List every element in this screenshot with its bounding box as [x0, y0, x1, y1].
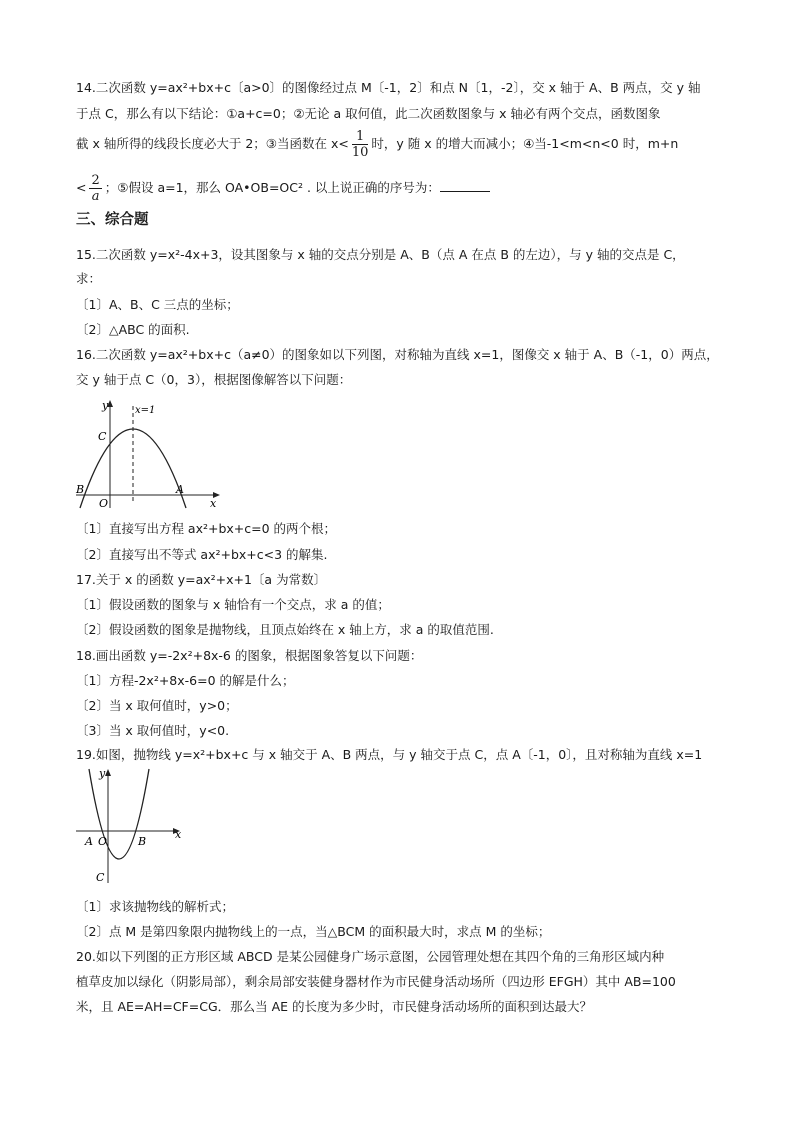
x-axis-label: x [210, 497, 217, 510]
q16-line-2: 交 y 轴于点 C（0，3），根据图像解答以下问题： [76, 372, 352, 387]
q16-parabola-graph [74, 396, 224, 512]
point-b-label: B [76, 483, 85, 496]
point-a-label: A [85, 835, 93, 848]
section-title: 三、综合题 [76, 212, 149, 228]
q14-line-4-text-a: < [76, 180, 87, 195]
q15-part-1: 〔1〕A、B、C 三点的坐标； [76, 297, 239, 312]
fraction-numerator: 1 [352, 130, 369, 145]
origin-label: O [98, 835, 108, 848]
fraction-1-over-10 [352, 130, 369, 159]
origin-label: O [99, 497, 109, 510]
point-b-label: B [138, 835, 147, 848]
q17-part-2: 〔2〕假设函数的图象是抛物线，且顶点始终在 x 轴上方，求 a 的取值范围. [76, 622, 494, 637]
q14-line-1: 14.二次函数 y=ax²+bx+c〔a>0〕的图像经过点 M〔-1，2〕和点 N〔1，-2〕，交 x 轴于 A、B 两点，交 y 轴 [76, 80, 701, 95]
q14-line-3 [76, 130, 678, 159]
q20-line-2: 植草皮加以绿化（阴影局部），剩余局部安装健身器材作为市民健身活动场所（四边形 EFGH）其中 AB=100 [76, 974, 676, 989]
q17-line-1: 17.关于 x 的函数 y=ax²+x+1〔a 为常数〕 [76, 572, 327, 587]
q20-line-1: 20.如以下列图的正方形区域 ABCD 是某公园健身广场示意图，公园管理处想在其四个角的三角形区域内种 [76, 949, 665, 964]
q16-line-1: 16.二次函数 y=ax²+bx+c（a≠0）的图象如以下列图，对称轴为直线 x=1，图像交 x 轴于 A、B（-1，0）两点， [76, 347, 719, 362]
x-axis-label: x [175, 828, 182, 841]
fraction-denominator: a [91, 189, 100, 204]
q15-part-2: 〔2〕△ABC 的面积. [76, 322, 190, 337]
point-a-label: A [176, 483, 184, 496]
fraction-denominator: 10 [351, 145, 369, 160]
q14-line-4-text-b: ；⑤假设 a=1，那么 OA•OB=OC² . 以上说正确的序号为： [104, 180, 440, 195]
fraction-2-over-a [89, 174, 101, 203]
q14-line-3-text-a: 截 x 轴所得的线段长度必大于 2；③当函数在 x< [76, 136, 349, 151]
point-c-label: C [96, 871, 105, 884]
q19-part-1: 〔1〕求该抛物线的解析式； [76, 899, 234, 914]
q15-line-2: 求： [76, 271, 102, 286]
q18-part-1: 〔1〕方程-2x²+8x-6=0 的解是什么； [76, 673, 295, 688]
q18-line-1: 18.画出函数 y=-2x²+8x-6 的图象，根据图象答复以下问题： [76, 648, 423, 663]
q19-line-1: 19.如图，抛物线 y=x²+bx+c 与 x 轴交于 A、B 两点，与 y 轴交于点 C，点 A〔-1，0〕，且对称轴为直线 x=1 [76, 747, 703, 762]
q20-line-3: 米，且 AE=AH=CF=CG．那么当 AE 的长度为多少时，市民健身活动场所的面积到达最大？ [76, 999, 593, 1014]
y-axis-arrow [105, 769, 111, 776]
q14-line-2: 于点 C，那么有以下结论：①a+c=0；②无论 a 取何值，此二次函数图象与 x 轴必有两个交点，函数图象 [76, 106, 661, 121]
y-axis-label: y [99, 767, 106, 780]
answer-blank[interactable] [440, 179, 490, 192]
y-axis-label: y [102, 399, 109, 412]
fraction-numerator: 2 [91, 173, 100, 188]
q16-part-2: 〔2〕直接写出不等式 ax²+bx+c<3 的解集. [76, 547, 328, 562]
q15-line-1: 15.二次函数 y=x²-4x+3，设其图象与 x 轴的交点分别是 A、B（点 A 在点 B 的左边），与 y 轴的交点是 C， [76, 247, 685, 262]
parabola-curve [80, 429, 186, 508]
q14-line-3-text-b: 时，y 随 x 的增大而减小；④当-1<m<n<0 时，m+n [371, 136, 679, 151]
q19-part-2: 〔2〕点 M 是第四象限内抛物线上的一点，当△BCM 的面积最大时，求点 M 的坐标； [76, 924, 551, 939]
q17-part-1: 〔1〕假设函数的图象与 x 轴恰有一个交点，求 a 的值； [76, 597, 390, 612]
q19-parabola-graph [74, 765, 186, 889]
q16-part-1: 〔1〕直接写出方程 ax²+bx+c=0 的两个根； [76, 521, 337, 536]
q14-line-4 [76, 174, 490, 203]
symmetry-axis-label: x=1 [135, 405, 156, 416]
q18-part-2: 〔2〕当 x 取何值时，y>0； [76, 698, 238, 713]
q18-part-3: 〔3〕当 x 取何值时，y<0. [76, 723, 230, 738]
point-c-label: C [98, 430, 107, 443]
